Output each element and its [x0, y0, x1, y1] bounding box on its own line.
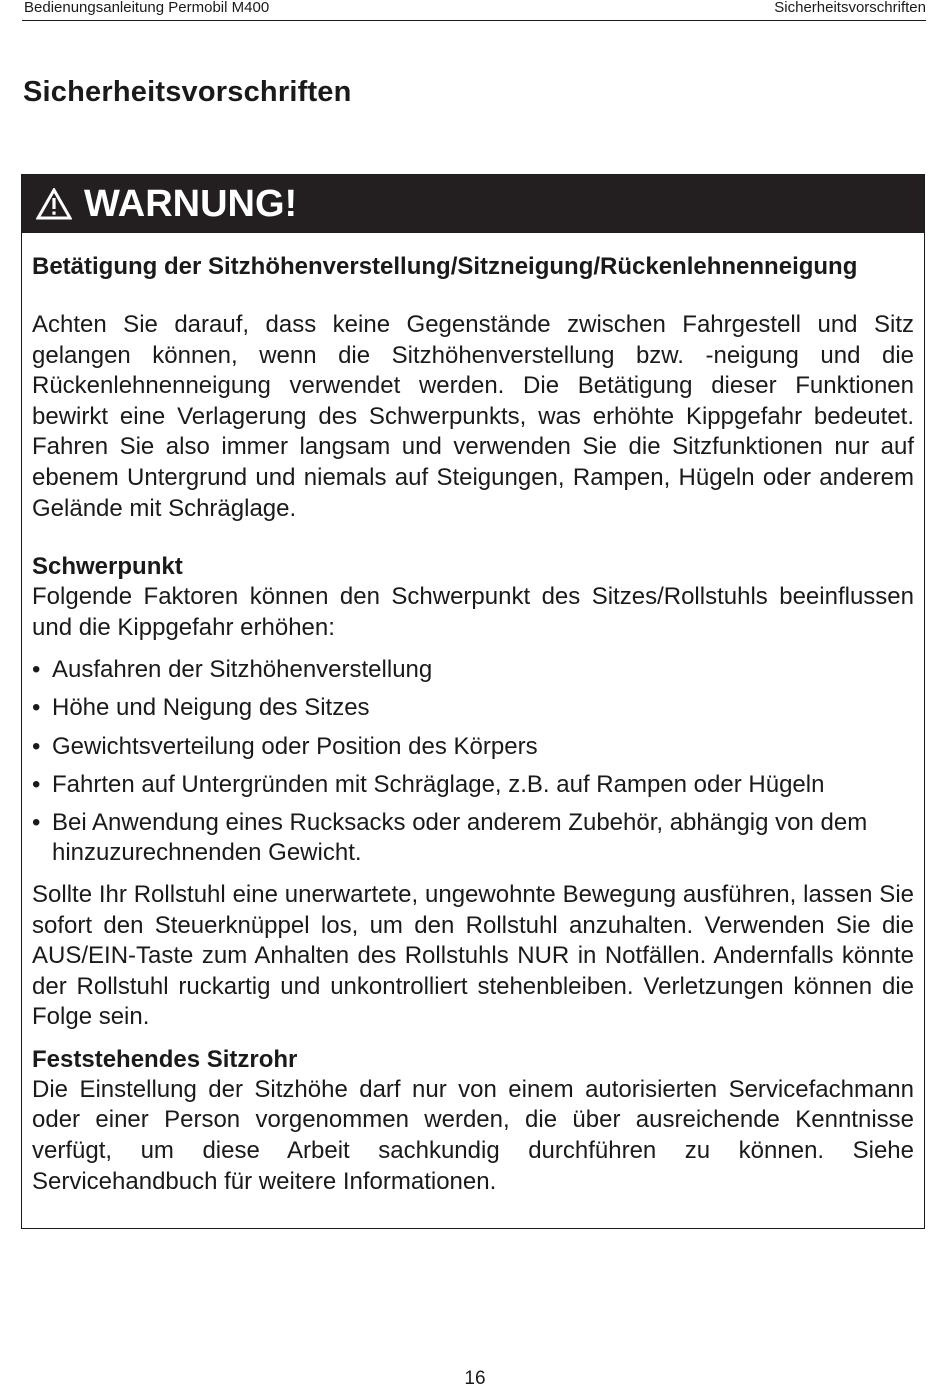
sitzrohr-paragraph: Die Einstellung der Sitzhöhe darf nur von einem autorisierten Servicefachmann oder einer Person vorgenommen werden, die über ausreichende Kenntnisse verfügt, um diese Arbeit sachkundig durchführen zu können. Siehe Servicehandbuch für weitere Informationen. — [32, 1075, 914, 1195]
list-item: • Bei Anwendung eines Rucksacks oder anderem Zubehör, abhängig von dem hinzuzurechnenden Gewicht. — [32, 808, 868, 867]
list-item: • Ausfahren der Sitzhöhenverstellung — [32, 655, 914, 686]
bullet-icon: • — [32, 808, 41, 836]
warning-banner — [22, 175, 924, 233]
warning-label: WARNUNG! — [84, 183, 298, 225]
section-heading-sitzrohr: Feststehendes Sitzrohr — [32, 1045, 298, 1073]
closing-paragraph: Sollte Ihr Rollstuhl eine unerwartete, ungewohnte Bewegung ausführen, lassen Sie sofort den Steuerknüppel los, um den Rollstuhl anzuhalten. Verwenden Sie die AUS/EIN-Taste zum Anhalten des Rollstuhls NUR in Notfällen. Andernfalls könnte der Rollstuhl ruckartig und unkontrolliert stehenbleiben. Verletzungen können die Folge sein. — [32, 880, 914, 1031]
warning-content — [22, 233, 924, 1197]
header-section-title: Sicherheitsvorschriften — [774, 0, 926, 16]
warning-heading: Betätigung der Sitzhöhenverstellung/Sitzneigung/Rückenlehnenneigung — [32, 253, 858, 280]
page-title: Sicherheitsvorschriften — [23, 76, 352, 108]
warning-triangle-icon — [36, 188, 72, 220]
header-manual-title: Bedienungsanleitung Permobil M400 — [24, 0, 270, 16]
list-item: • Höhe und Neigung des Sitzes — [32, 693, 914, 724]
section-intro: Folgende Faktoren können den Schwerpunkt des Sitzes/Rollstuhls beeinflussen und die Kippgefahr erhöhen: — [32, 583, 914, 641]
bullet-icon: • — [32, 694, 41, 722]
bullet-icon: • — [32, 732, 41, 760]
bullet-icon: • — [32, 656, 41, 684]
warning-box — [21, 174, 925, 1229]
warning-paragraph: Achten Sie darauf, dass keine Gegenstände zwischen Fahrgestell und Sitz gelangen können, wenn die Sitzhöhenverstellung bzw. -neigung und die Rückenlehnenneigung verwendet werden. Die Betätigung dieser Funktionen bewirkt eine Verlagerung des Schwerpunkts, was erhöhte Kippgefahr bedeutet. Fahren Sie also immer langsam und verwenden Sie die Sitzfunktionen nur auf ebenem Untergrund und niemals auf Steigungen, Rampen, Hügeln oder anderem Gelände mit Schräglage. — [32, 311, 914, 522]
bullet-icon: • — [32, 770, 41, 798]
section-heading-schwerpunkt: Schwerpunkt — [32, 553, 183, 581]
list-item: • Fahrten auf Untergründen mit Schräglage, z.B. auf Rampen oder Hügeln — [32, 770, 914, 801]
list-item: • Gewichtsverteilung oder Position des Körpers — [32, 732, 914, 763]
bullet-list — [32, 655, 914, 869]
page-number: 16 — [464, 1368, 486, 1389]
running-header — [22, 0, 926, 21]
